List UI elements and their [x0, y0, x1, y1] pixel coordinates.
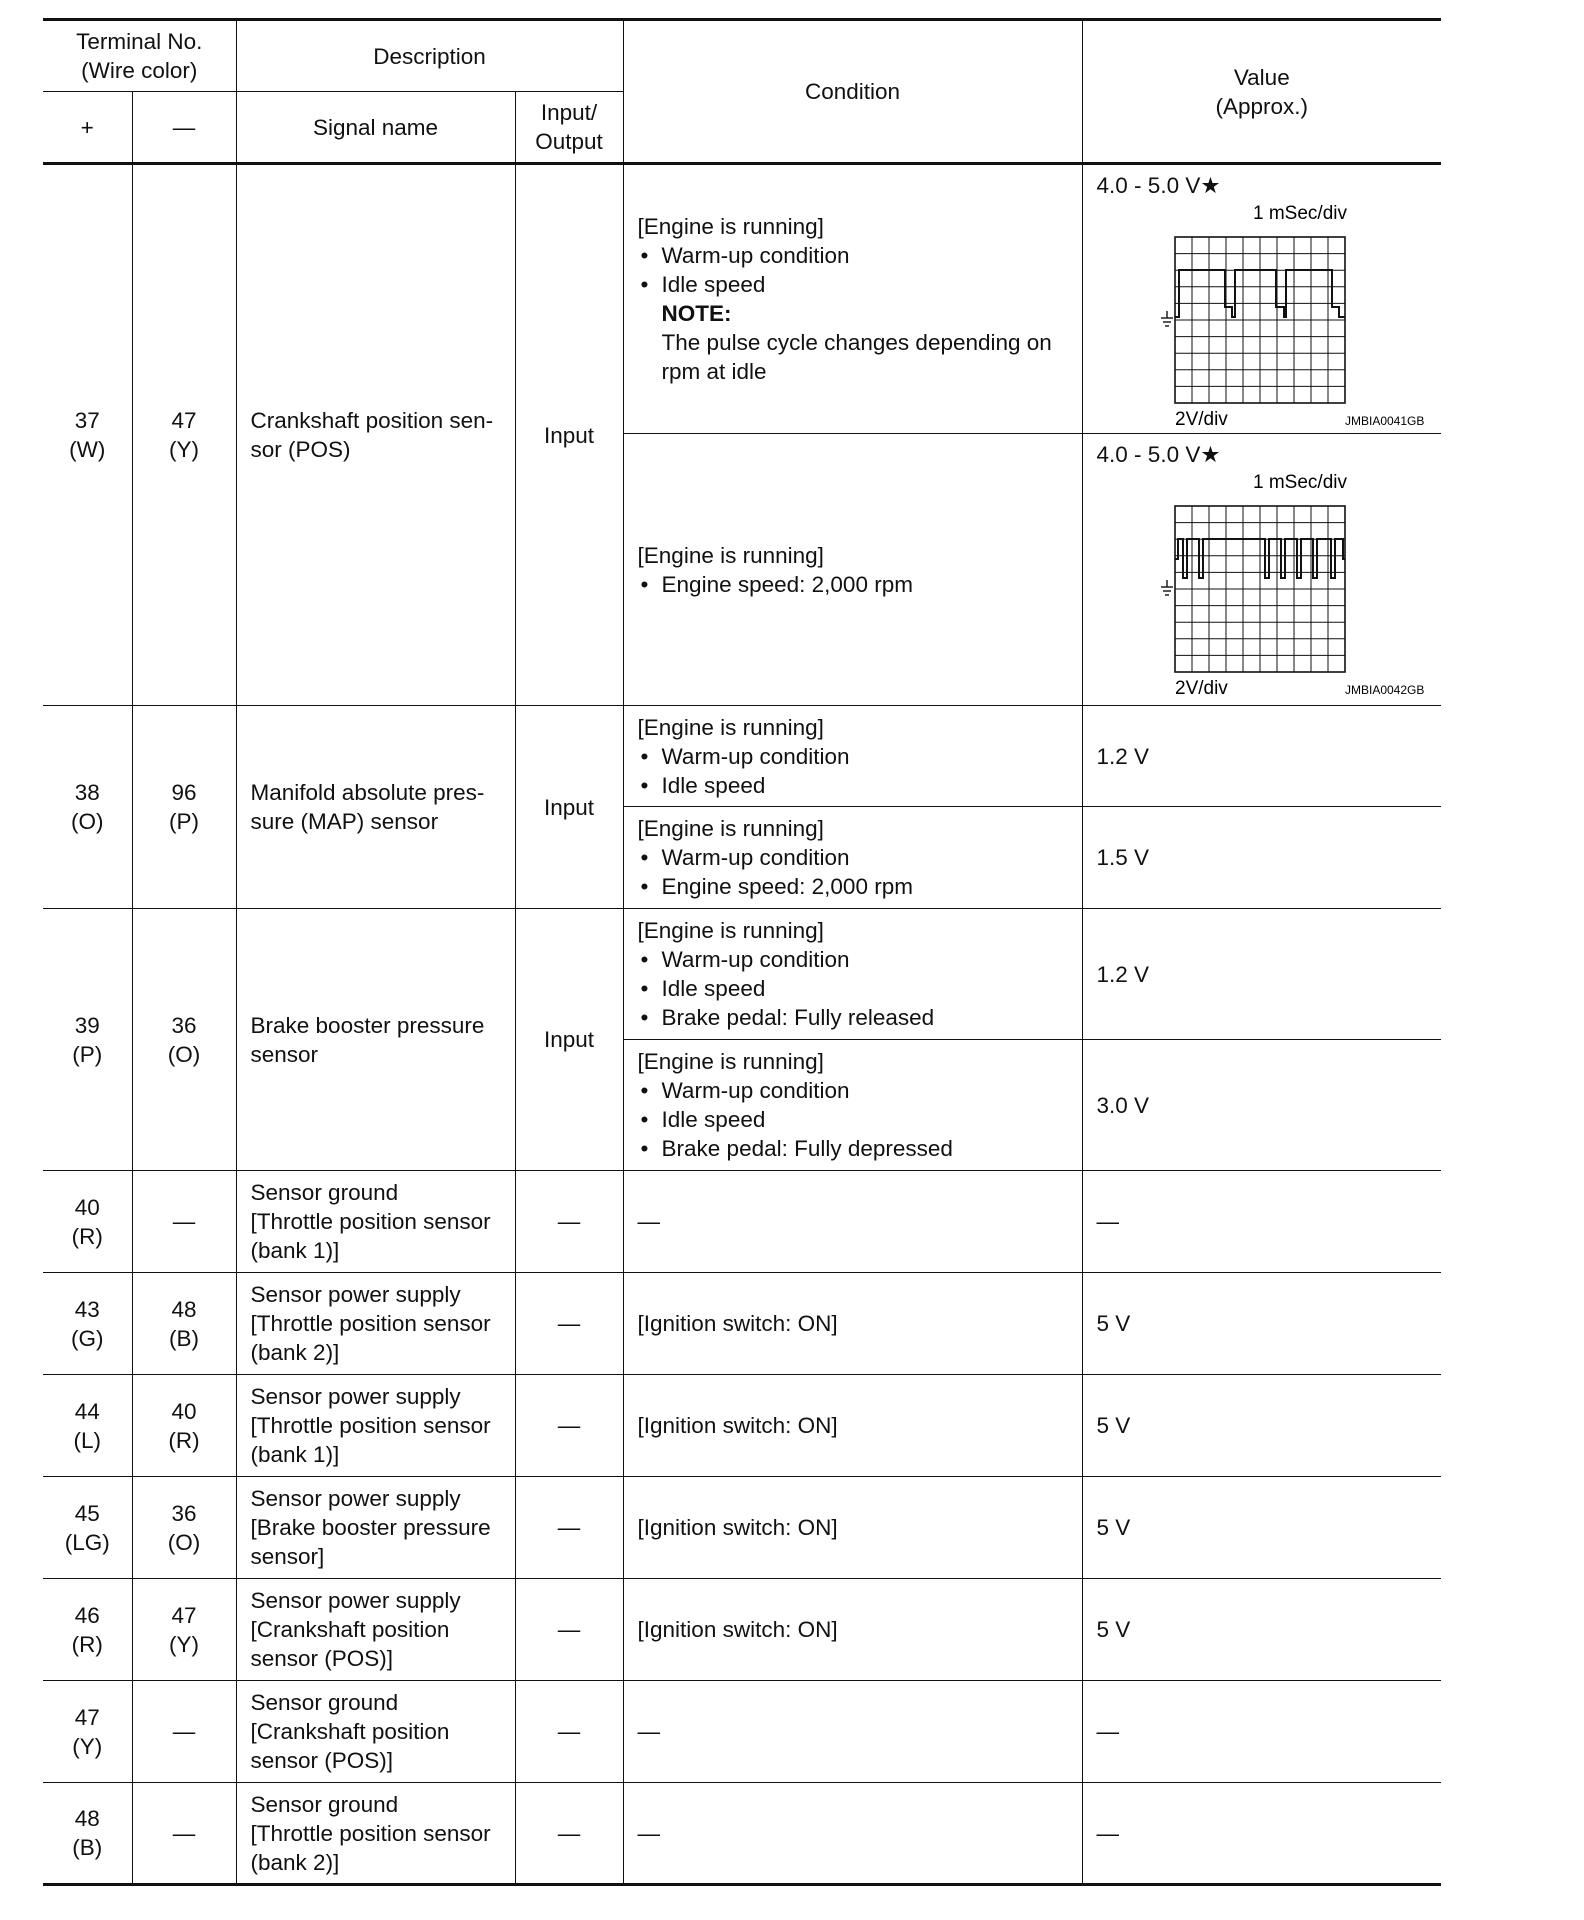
scope-volt-label: 2V/div: [1174, 409, 1228, 429]
table-row: [43, 1783, 1441, 1885]
plus-wire-color: (O): [71, 809, 104, 834]
table-row: [43, 164, 1441, 434]
minus-terminal-cell: [132, 1579, 236, 1681]
minus-wire-color: (Y): [169, 437, 199, 462]
header-signal-name: Signal name: [236, 92, 515, 164]
value-cell: 1.2 V: [1082, 909, 1441, 1040]
signal-name-line: Sensor ground: [250, 1791, 399, 1817]
waveform-figure: [1097, 169, 1432, 429]
io-cell: —: [515, 1477, 623, 1579]
signal-name-cell: [236, 909, 515, 1171]
condition-cell: —: [623, 1783, 1082, 1885]
condition-cell: [623, 434, 1082, 706]
plus-wire-color: (B): [72, 1835, 103, 1860]
plus-terminal-no: 39: [74, 1012, 100, 1038]
signal-name-line: Sensor power supply: [250, 1282, 461, 1307]
plus-wire-color: (Y): [72, 1733, 103, 1759]
plus-terminal-cell: [43, 164, 132, 706]
condition-bullet: • Warm-up condition: [638, 742, 1072, 771]
minus-wire-color: (O): [167, 1529, 201, 1555]
header-terminal-no-label: Terminal No.: [76, 29, 203, 54]
signal-name-line: (bank 2)]: [250, 1849, 340, 1875]
condition-head: [Engine is running]: [637, 714, 824, 740]
header-terminal-no: [43, 20, 236, 92]
value-cell: 5 V: [1082, 1579, 1441, 1681]
scope-grid: [1175, 237, 1345, 403]
condition-head: [Engine is running]: [637, 214, 824, 239]
signal-name-line: Sensor ground: [250, 1690, 399, 1715]
minus-terminal-cell: [132, 164, 236, 706]
plus-wire-color: (P): [72, 1041, 103, 1067]
value-cell: 5 V: [1082, 1375, 1441, 1477]
table-row: [43, 1579, 1441, 1681]
header-value-label: Value: [1233, 64, 1290, 90]
minus-terminal-cell: [132, 909, 236, 1171]
value-cell: 5 V: [1082, 1477, 1441, 1579]
scope-volt-label: 2V/div: [1174, 678, 1228, 698]
note-text: The pulse cycle changes depending on rpm at idle: [661, 330, 1052, 384]
table-row: [43, 1477, 1441, 1579]
minus-terminal-cell: —: [132, 1171, 236, 1273]
header-approx-label: (Approx.): [1215, 93, 1309, 119]
signal-name-line: [Brake booster pressure: [250, 1515, 491, 1540]
signal-name-line: [Throttle position sensor: [250, 1413, 491, 1438]
plus-terminal-no: 43: [74, 1296, 100, 1322]
minus-terminal-cell: [132, 1477, 236, 1579]
oscilloscope-waveform-idle: [1135, 197, 1425, 429]
io-cell: Input: [515, 164, 623, 706]
signal-name-line: sensor (POS)]: [250, 1748, 394, 1773]
header-condition: Condition: [623, 20, 1082, 164]
plus-terminal-no: 48: [74, 1806, 100, 1831]
plus-wire-color: (R): [71, 1631, 103, 1657]
plus-terminal-no: 46: [74, 1602, 100, 1628]
plus-terminal-cell: [43, 1783, 132, 1885]
minus-wire-color: (Y): [169, 1631, 199, 1657]
condition-bullet: • Idle speed: [638, 974, 1072, 1003]
value-cell: —: [1082, 1681, 1441, 1783]
oscilloscope-waveform-2000rpm: [1135, 466, 1425, 698]
header-io-line2: Output: [535, 129, 603, 154]
note-heading: NOTE:: [661, 301, 732, 326]
header-wire-color-label: (Wire color): [81, 58, 198, 83]
signal-name-line: [Throttle position sensor: [250, 1820, 491, 1846]
value-cell: —: [1082, 1171, 1441, 1273]
minus-terminal-no: 36: [171, 1012, 197, 1038]
plus-terminal-no: 45: [74, 1500, 100, 1526]
plus-terminal-cell: [43, 1477, 132, 1579]
minus-wire-color: (B): [169, 1325, 199, 1351]
io-cell: —: [515, 1375, 623, 1477]
table-row: [43, 1375, 1441, 1477]
signal-name-line: [Crankshaft position: [250, 1719, 450, 1744]
signal-name-line: [Throttle position sensor: [250, 1311, 491, 1336]
io-cell: —: [515, 1579, 623, 1681]
io-cell: Input: [515, 706, 623, 909]
header-plus: +: [43, 92, 132, 164]
signal-name-cell: [236, 1171, 515, 1273]
plus-terminal-no: 40: [74, 1194, 100, 1220]
signal-name-line: sensor]: [250, 1544, 325, 1569]
condition-head: [Engine is running]: [637, 918, 824, 943]
minus-terminal-cell: [132, 1375, 236, 1477]
minus-wire-color: (O): [167, 1041, 201, 1067]
signal-name-cell: [236, 1477, 515, 1579]
condition-bullet: • Engine speed: 2,000 rpm: [638, 872, 1072, 901]
condition-cell: [623, 1040, 1082, 1171]
minus-terminal-cell: —: [132, 1783, 236, 1885]
condition-bullet: • Warm-up condition: [638, 945, 1072, 974]
plus-terminal-cell: [43, 1681, 132, 1783]
signal-name-line: Sensor power supply: [250, 1588, 461, 1613]
condition-head: [Engine is running]: [637, 542, 824, 568]
minus-terminal-cell: —: [132, 1681, 236, 1783]
header-description: Description: [236, 20, 623, 92]
signal-name-line: sensor (POS)]: [250, 1646, 394, 1671]
value-cell: 1.2 V: [1082, 706, 1441, 807]
signal-name-line: [Throttle position sensor: [250, 1209, 491, 1234]
scope-time-label: 1 mSec/div: [1252, 472, 1347, 493]
scope-time-label: 1 mSec/div: [1252, 203, 1347, 224]
io-cell: —: [515, 1171, 623, 1273]
plus-terminal-cell: [43, 1375, 132, 1477]
plus-terminal-no: 44: [74, 1398, 100, 1424]
condition-bullet: • Brake pedal: Fully depressed: [638, 1134, 1072, 1163]
waveform-figure: [1097, 438, 1432, 698]
minus-terminal-cell: [132, 706, 236, 909]
plus-terminal-cell: [43, 706, 132, 909]
io-cell: —: [515, 1783, 623, 1885]
scope-grid: [1175, 506, 1345, 672]
header-io-line1: Input/: [540, 100, 598, 125]
condition-cell: [Ignition switch: ON]: [623, 1273, 1082, 1375]
io-cell: —: [515, 1681, 623, 1783]
io-cell: Input: [515, 909, 623, 1171]
figure-id-label: JMBIA0041GB: [1344, 414, 1424, 428]
condition-cell: [623, 164, 1082, 434]
condition-bullet: • Warm-up condition: [638, 843, 1072, 872]
value-cell: 3.0 V: [1082, 1040, 1441, 1171]
header-io: [515, 92, 623, 164]
condition-bullet: • Idle speed: [638, 771, 1072, 800]
value-text: 4.0 - 5.0 V★: [1096, 173, 1221, 198]
plus-terminal-no: 47: [74, 1704, 100, 1730]
value-cell: 1.5 V: [1082, 807, 1441, 909]
signal-name-cell: [236, 1273, 515, 1375]
condition-cell: [623, 807, 1082, 909]
header-value: [1082, 20, 1441, 164]
minus-terminal-no: 96: [171, 780, 197, 805]
condition-cell: [Ignition switch: ON]: [623, 1477, 1082, 1579]
ground-symbol: [1161, 580, 1173, 595]
table-row: [43, 909, 1441, 1040]
signal-name-line: [Crankshaft position: [250, 1617, 450, 1642]
condition-cell: [Ignition switch: ON]: [623, 1579, 1082, 1681]
plus-terminal-no: 37: [74, 408, 100, 433]
signal-name-line: (bank 1)]: [250, 1238, 340, 1263]
header-minus: —: [132, 92, 236, 164]
table-row: [43, 1273, 1441, 1375]
signal-name-line: (bank 2)]: [250, 1340, 340, 1365]
condition-bullet: • Warm-up condition: [638, 1076, 1072, 1105]
minus-terminal-cell: [132, 1273, 236, 1375]
condition-cell: —: [623, 1171, 1082, 1273]
signal-name-line: Sensor power supply: [250, 1486, 461, 1511]
condition-bullet: • Warm-up condition: [638, 241, 1072, 270]
io-cell: —: [515, 1273, 623, 1375]
condition-bullet: • Brake pedal: Fully released: [638, 1003, 1072, 1032]
signal-name-cell: [236, 1375, 515, 1477]
signal-name-cell: [236, 1681, 515, 1783]
signal-name-cell: [236, 706, 515, 909]
condition-cell: [623, 909, 1082, 1040]
minus-terminal-no: 47: [171, 1602, 197, 1628]
signal-name-cell: [236, 1579, 515, 1681]
condition-bullet: • Idle speed: [638, 1105, 1072, 1134]
table-row: [43, 1171, 1441, 1273]
terminal-spec-table: [43, 18, 1441, 1886]
minus-wire-color: (R): [168, 1427, 200, 1453]
plus-terminal-cell: [43, 1579, 132, 1681]
plus-terminal-cell: [43, 1273, 132, 1375]
signal-name-line: Sensor power supply: [250, 1384, 461, 1409]
value-cell: [1082, 434, 1441, 706]
figure-id-label: JMBIA0042GB: [1344, 683, 1424, 697]
value-cell: —: [1082, 1783, 1441, 1885]
plus-terminal-cell: [43, 909, 132, 1171]
condition-bullet: • Idle speed: [638, 270, 1072, 299]
table-row: [43, 706, 1441, 807]
condition-bullet: • Engine speed: 2,000 rpm: [638, 570, 1072, 599]
plus-wire-color: (L): [73, 1427, 101, 1453]
plus-wire-color: (G): [71, 1325, 104, 1351]
ecm-terminal-table-sheet: [43, 18, 1441, 1886]
plus-wire-color: (W): [69, 437, 106, 462]
signal-name-cell: [236, 1783, 515, 1885]
plus-terminal-no: 38: [74, 780, 100, 805]
plus-wire-color: (LG): [64, 1529, 110, 1555]
value-cell: [1082, 164, 1441, 434]
minus-terminal-no: 36: [171, 1500, 197, 1526]
condition-cell: [623, 706, 1082, 807]
condition-cell: —: [623, 1681, 1082, 1783]
condition-head: [Engine is running]: [637, 816, 824, 841]
value-cell: 5 V: [1082, 1273, 1441, 1375]
condition-head: [Engine is running]: [637, 1049, 824, 1074]
ground-symbol: [1161, 311, 1173, 326]
signal-name-text: Crankshaft position sen-sor (POS): [250, 408, 494, 462]
signal-name-text: Manifold absolute pres-sure (MAP) sensor: [250, 780, 485, 834]
condition-cell: [Ignition switch: ON]: [623, 1375, 1082, 1477]
signal-name-line: (bank 1)]: [250, 1442, 340, 1467]
minus-terminal-no: 47: [171, 408, 197, 433]
plus-wire-color: (R): [71, 1223, 103, 1249]
signal-name-cell: [236, 164, 515, 706]
plus-terminal-cell: [43, 1171, 132, 1273]
signal-name-line: Sensor ground: [250, 1180, 399, 1205]
minus-terminal-no: 48: [171, 1296, 197, 1322]
table-row: [43, 1681, 1441, 1783]
signal-name-text: Brake booster pressure sensor: [250, 1012, 485, 1067]
minus-terminal-no: 40: [171, 1398, 197, 1424]
value-text: 4.0 - 5.0 V★: [1096, 442, 1221, 467]
minus-wire-color: (P): [169, 809, 199, 834]
